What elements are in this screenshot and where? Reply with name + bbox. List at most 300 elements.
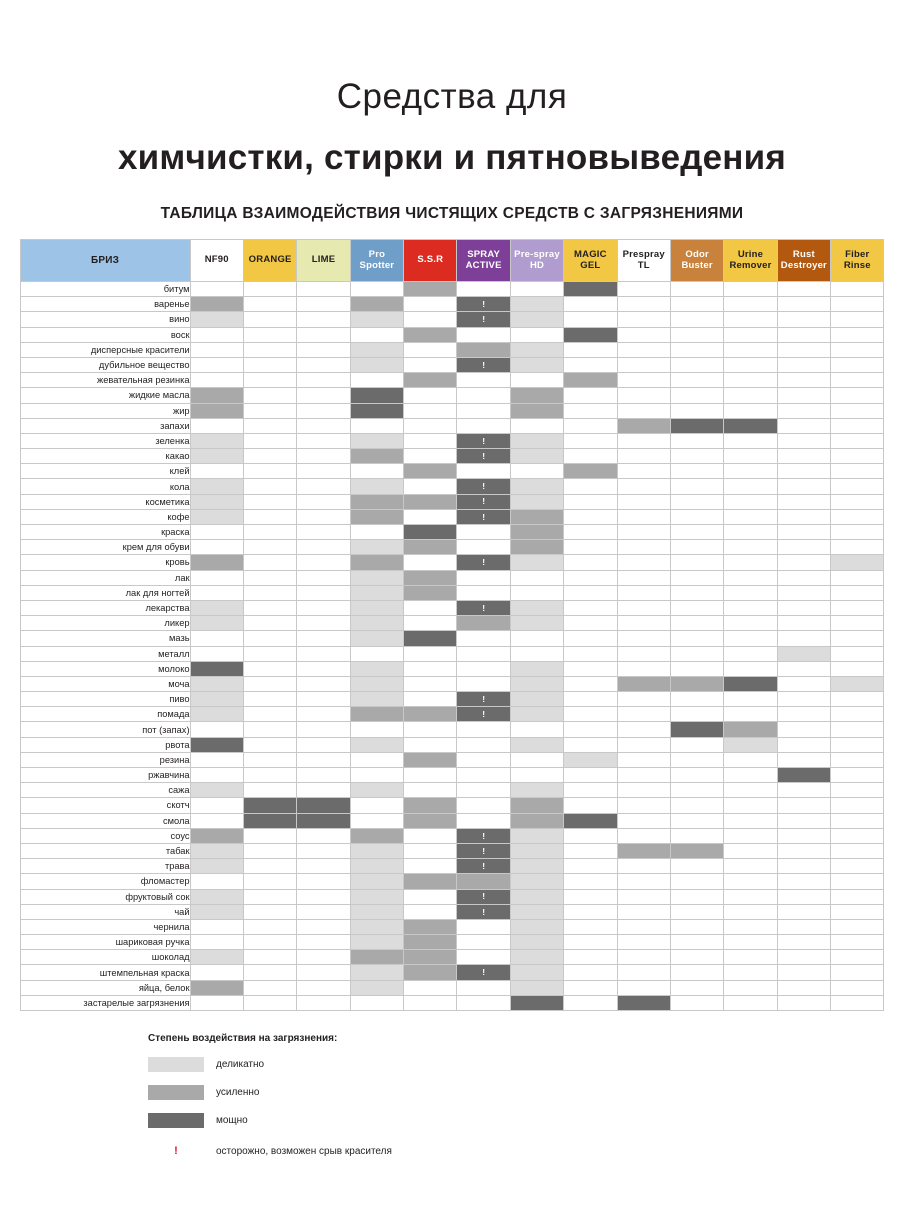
table-row bbox=[20, 342, 884, 357]
matrix-cell bbox=[617, 950, 670, 965]
matrix-cell bbox=[457, 889, 510, 904]
matrix-cell bbox=[564, 676, 617, 691]
matrix-cell bbox=[297, 357, 350, 372]
matrix-cell bbox=[724, 889, 777, 904]
matrix-cell bbox=[350, 449, 403, 464]
matrix-cell bbox=[831, 479, 884, 494]
matrix-cell bbox=[617, 403, 670, 418]
interaction-matrix-table bbox=[20, 239, 885, 1011]
row-header-label: чернила bbox=[20, 919, 190, 934]
matrix-cell bbox=[564, 707, 617, 722]
matrix-cell bbox=[190, 479, 243, 494]
matrix-cell bbox=[297, 570, 350, 585]
matrix-cell bbox=[404, 828, 457, 843]
matrix-cell bbox=[510, 540, 563, 555]
matrix-cell bbox=[350, 327, 403, 342]
matrix-cell bbox=[564, 980, 617, 995]
matrix-cell bbox=[510, 661, 563, 676]
table-row bbox=[20, 768, 884, 783]
matrix-cell bbox=[831, 585, 884, 600]
matrix-cell bbox=[564, 646, 617, 661]
matrix-cell bbox=[831, 783, 884, 798]
row-header-label: пот (запах) bbox=[20, 722, 190, 737]
matrix-cell bbox=[510, 965, 563, 980]
row-header-label: запахи bbox=[20, 418, 190, 433]
matrix-cell bbox=[831, 707, 884, 722]
matrix-cell bbox=[190, 357, 243, 372]
matrix-cell bbox=[297, 707, 350, 722]
matrix-cell bbox=[670, 965, 723, 980]
matrix-cell bbox=[724, 570, 777, 585]
matrix-cell bbox=[190, 297, 243, 312]
matrix-cell bbox=[404, 600, 457, 615]
matrix-cell bbox=[297, 692, 350, 707]
matrix-cell bbox=[243, 418, 296, 433]
matrix-cell bbox=[670, 585, 723, 600]
matrix-cell bbox=[670, 813, 723, 828]
matrix-cell bbox=[777, 555, 830, 570]
matrix-cell bbox=[510, 874, 563, 889]
table-row bbox=[20, 935, 884, 950]
column-header-3: LIME bbox=[297, 240, 350, 282]
matrix-cell bbox=[831, 722, 884, 737]
warning-icon: ! bbox=[482, 845, 486, 856]
matrix-cell bbox=[564, 357, 617, 372]
matrix-cell bbox=[297, 464, 350, 479]
matrix-cell bbox=[297, 282, 350, 297]
matrix-cell bbox=[350, 464, 403, 479]
matrix-cell bbox=[457, 783, 510, 798]
matrix-cell bbox=[724, 813, 777, 828]
row-header-label: яйца, белок bbox=[20, 980, 190, 995]
matrix-cell bbox=[777, 752, 830, 767]
table-row bbox=[20, 616, 884, 631]
matrix-cell bbox=[724, 965, 777, 980]
table-row bbox=[20, 509, 884, 524]
matrix-cell bbox=[670, 282, 723, 297]
table-row bbox=[20, 449, 884, 464]
matrix-cell bbox=[564, 722, 617, 737]
matrix-cell bbox=[724, 479, 777, 494]
matrix-cell bbox=[190, 661, 243, 676]
matrix-cell bbox=[510, 509, 563, 524]
matrix-cell bbox=[777, 737, 830, 752]
matrix-cell bbox=[564, 616, 617, 631]
matrix-cell bbox=[777, 889, 830, 904]
row-header-label: металл bbox=[20, 646, 190, 661]
matrix-cell bbox=[777, 282, 830, 297]
matrix-cell bbox=[724, 904, 777, 919]
matrix-cell bbox=[243, 965, 296, 980]
matrix-cell bbox=[670, 373, 723, 388]
warning-icon: ! bbox=[482, 860, 486, 871]
matrix-cell bbox=[670, 540, 723, 555]
matrix-cell bbox=[297, 889, 350, 904]
matrix-cell bbox=[350, 965, 403, 980]
matrix-cell bbox=[617, 707, 670, 722]
matrix-cell bbox=[777, 464, 830, 479]
warning-icon: ! bbox=[482, 602, 486, 613]
matrix-corner-cell: БРИЗ bbox=[20, 240, 190, 282]
matrix-cell bbox=[297, 327, 350, 342]
row-header-label: смола bbox=[20, 813, 190, 828]
matrix-cell bbox=[670, 464, 723, 479]
matrix-cell bbox=[670, 843, 723, 858]
row-header-label: жидкие масла bbox=[20, 388, 190, 403]
table-row bbox=[20, 874, 884, 889]
matrix-cell bbox=[724, 449, 777, 464]
matrix-cell bbox=[190, 980, 243, 995]
legend-label: деликатно bbox=[216, 1059, 265, 1070]
matrix-cell bbox=[457, 570, 510, 585]
matrix-cell bbox=[350, 919, 403, 934]
warning-icon: ! bbox=[482, 299, 486, 310]
matrix-cell bbox=[831, 464, 884, 479]
warning-icon: ! bbox=[482, 481, 486, 492]
matrix-cell bbox=[831, 950, 884, 965]
matrix-cell bbox=[617, 843, 670, 858]
matrix-cell bbox=[510, 479, 563, 494]
matrix-cell bbox=[243, 707, 296, 722]
row-header-label: кола bbox=[20, 479, 190, 494]
table-row bbox=[20, 859, 884, 874]
matrix-cell bbox=[617, 646, 670, 661]
matrix-cell bbox=[350, 433, 403, 448]
matrix-cell bbox=[190, 813, 243, 828]
matrix-cell bbox=[724, 661, 777, 676]
matrix-cell bbox=[724, 798, 777, 813]
matrix-cell bbox=[404, 616, 457, 631]
matrix-cell bbox=[350, 995, 403, 1010]
matrix-cell bbox=[350, 570, 403, 585]
legend-item bbox=[148, 1057, 904, 1072]
matrix-cell bbox=[350, 418, 403, 433]
matrix-cell bbox=[510, 433, 563, 448]
matrix-cell bbox=[510, 403, 563, 418]
matrix-cell bbox=[190, 737, 243, 752]
matrix-cell bbox=[510, 342, 563, 357]
matrix-cell bbox=[404, 783, 457, 798]
matrix-cell bbox=[831, 373, 884, 388]
matrix-cell bbox=[190, 889, 243, 904]
matrix-cell bbox=[190, 433, 243, 448]
matrix-cell bbox=[617, 692, 670, 707]
matrix-cell bbox=[404, 995, 457, 1010]
matrix-cell bbox=[297, 843, 350, 858]
matrix-cell bbox=[297, 722, 350, 737]
matrix-cell bbox=[670, 980, 723, 995]
matrix-cell bbox=[617, 752, 670, 767]
matrix-cell bbox=[564, 600, 617, 615]
matrix-cell bbox=[297, 661, 350, 676]
matrix-cell bbox=[297, 798, 350, 813]
matrix-cell bbox=[350, 843, 403, 858]
matrix-cell bbox=[510, 707, 563, 722]
matrix-cell bbox=[617, 889, 670, 904]
row-header-label: клей bbox=[20, 464, 190, 479]
matrix-cell bbox=[831, 646, 884, 661]
matrix-cell bbox=[670, 995, 723, 1010]
row-header-label: трава bbox=[20, 859, 190, 874]
matrix-cell bbox=[724, 935, 777, 950]
matrix-cell bbox=[404, 798, 457, 813]
matrix-cell bbox=[670, 798, 723, 813]
matrix-cell bbox=[350, 828, 403, 843]
matrix-cell bbox=[670, 312, 723, 327]
matrix-cell bbox=[190, 388, 243, 403]
matrix-cell bbox=[777, 768, 830, 783]
column-header-2: ORANGE bbox=[243, 240, 296, 282]
matrix-cell bbox=[617, 509, 670, 524]
matrix-cell bbox=[617, 570, 670, 585]
matrix-cell bbox=[510, 555, 563, 570]
matrix-cell bbox=[831, 494, 884, 509]
matrix-cell bbox=[564, 464, 617, 479]
matrix-cell bbox=[297, 373, 350, 388]
matrix-cell bbox=[670, 433, 723, 448]
matrix-cell bbox=[457, 676, 510, 691]
matrix-cell bbox=[777, 965, 830, 980]
matrix-cell bbox=[777, 342, 830, 357]
matrix-cell bbox=[404, 813, 457, 828]
matrix-cell bbox=[243, 525, 296, 540]
matrix-cell bbox=[404, 676, 457, 691]
matrix-cell bbox=[404, 433, 457, 448]
matrix-cell bbox=[777, 373, 830, 388]
matrix-cell bbox=[404, 889, 457, 904]
warning-icon: ! bbox=[482, 967, 486, 978]
warning-icon: ! bbox=[482, 891, 486, 902]
matrix-cell bbox=[724, 342, 777, 357]
matrix-cell bbox=[190, 494, 243, 509]
table-row bbox=[20, 889, 884, 904]
matrix-cell bbox=[777, 600, 830, 615]
matrix-cell bbox=[670, 418, 723, 433]
matrix-cell bbox=[350, 935, 403, 950]
matrix-cell bbox=[617, 995, 670, 1010]
matrix-cell bbox=[617, 342, 670, 357]
matrix-cell bbox=[457, 464, 510, 479]
matrix-cell bbox=[457, 342, 510, 357]
matrix-cell bbox=[564, 282, 617, 297]
matrix-cell bbox=[617, 631, 670, 646]
matrix-cell bbox=[617, 919, 670, 934]
matrix-cell bbox=[564, 889, 617, 904]
matrix-cell bbox=[457, 616, 510, 631]
matrix-cell bbox=[564, 555, 617, 570]
matrix-cell bbox=[777, 692, 830, 707]
matrix-cell bbox=[724, 980, 777, 995]
matrix-cell bbox=[350, 707, 403, 722]
matrix-cell bbox=[350, 631, 403, 646]
matrix-cell bbox=[350, 737, 403, 752]
matrix-cell bbox=[831, 631, 884, 646]
row-header-label: скотч bbox=[20, 798, 190, 813]
matrix-cell bbox=[831, 676, 884, 691]
matrix-cell bbox=[243, 327, 296, 342]
matrix-cell bbox=[564, 828, 617, 843]
matrix-cell bbox=[190, 798, 243, 813]
matrix-cell bbox=[457, 388, 510, 403]
matrix-cell bbox=[297, 403, 350, 418]
matrix-cell bbox=[243, 312, 296, 327]
matrix-cell bbox=[777, 570, 830, 585]
matrix-cell bbox=[617, 418, 670, 433]
matrix-cell bbox=[350, 752, 403, 767]
matrix-cell bbox=[831, 752, 884, 767]
matrix-cell bbox=[564, 433, 617, 448]
matrix-cell bbox=[243, 676, 296, 691]
matrix-cell bbox=[777, 312, 830, 327]
matrix-cell bbox=[831, 282, 884, 297]
matrix-cell bbox=[243, 935, 296, 950]
matrix-cell bbox=[510, 494, 563, 509]
matrix-header bbox=[20, 240, 884, 282]
matrix-cell bbox=[297, 555, 350, 570]
matrix-cell bbox=[243, 494, 296, 509]
legend-warning-label: осторожно, возможен срыв красителя bbox=[216, 1145, 392, 1157]
matrix-cell bbox=[831, 509, 884, 524]
matrix-cell bbox=[831, 843, 884, 858]
matrix-cell bbox=[457, 904, 510, 919]
matrix-cell bbox=[777, 509, 830, 524]
matrix-cell bbox=[564, 388, 617, 403]
matrix-cell bbox=[350, 980, 403, 995]
matrix-cell bbox=[617, 676, 670, 691]
matrix-cell bbox=[297, 479, 350, 494]
table-row bbox=[20, 707, 884, 722]
warning-icon: ! bbox=[482, 435, 486, 446]
matrix-cell bbox=[831, 418, 884, 433]
matrix-cell bbox=[243, 357, 296, 372]
matrix-cell bbox=[350, 722, 403, 737]
matrix-cell bbox=[404, 555, 457, 570]
matrix-cell bbox=[404, 525, 457, 540]
matrix-cell bbox=[564, 631, 617, 646]
matrix-cell bbox=[297, 752, 350, 767]
matrix-cell bbox=[670, 859, 723, 874]
matrix-cell bbox=[831, 342, 884, 357]
matrix-cell bbox=[831, 661, 884, 676]
row-header-label: кофе bbox=[20, 509, 190, 524]
matrix-cell bbox=[457, 661, 510, 676]
row-header-label: фломастер bbox=[20, 874, 190, 889]
matrix-cell bbox=[190, 540, 243, 555]
matrix-cell bbox=[564, 752, 617, 767]
matrix-cell bbox=[564, 540, 617, 555]
matrix-cell bbox=[404, 418, 457, 433]
matrix-cell bbox=[190, 646, 243, 661]
matrix-cell bbox=[350, 768, 403, 783]
matrix-cell bbox=[243, 904, 296, 919]
matrix-cell bbox=[457, 403, 510, 418]
page-title-line1: Средства для bbox=[336, 77, 568, 116]
matrix-cell bbox=[617, 616, 670, 631]
row-header-label: кровь bbox=[20, 555, 190, 570]
matrix-cell bbox=[724, 327, 777, 342]
table-row bbox=[20, 494, 884, 509]
row-header-label: застарелые загрязнения bbox=[20, 995, 190, 1010]
matrix-cell bbox=[457, 752, 510, 767]
column-header-7: Pre-spray HD bbox=[510, 240, 563, 282]
matrix-cell bbox=[724, 692, 777, 707]
row-header-label: мазь bbox=[20, 631, 190, 646]
row-header-label: штемпельная краска bbox=[20, 965, 190, 980]
matrix-cell bbox=[243, 600, 296, 615]
matrix-cell bbox=[404, 373, 457, 388]
matrix-cell bbox=[724, 859, 777, 874]
column-header-13: Fiber Rinse bbox=[831, 240, 884, 282]
table-row bbox=[20, 646, 884, 661]
row-header-label: жевательная резинка bbox=[20, 373, 190, 388]
column-header-11: Urine Remover bbox=[724, 240, 777, 282]
matrix-cell bbox=[190, 707, 243, 722]
matrix-cell bbox=[297, 995, 350, 1010]
table-row bbox=[20, 585, 884, 600]
matrix-cell bbox=[831, 357, 884, 372]
matrix-cell bbox=[190, 768, 243, 783]
matrix-cell bbox=[777, 980, 830, 995]
matrix-cell bbox=[404, 449, 457, 464]
matrix-cell bbox=[350, 676, 403, 691]
matrix-cell bbox=[617, 722, 670, 737]
matrix-cell bbox=[670, 737, 723, 752]
matrix-cell bbox=[564, 570, 617, 585]
matrix-cell bbox=[670, 828, 723, 843]
row-header-label: шоколад bbox=[20, 950, 190, 965]
matrix-cell bbox=[350, 616, 403, 631]
matrix-cell bbox=[243, 737, 296, 752]
matrix-cell bbox=[724, 768, 777, 783]
matrix-cell bbox=[297, 418, 350, 433]
matrix-cell bbox=[670, 600, 723, 615]
matrix-cell bbox=[190, 509, 243, 524]
matrix-cell bbox=[190, 692, 243, 707]
matrix-cell bbox=[297, 616, 350, 631]
matrix-cell bbox=[243, 813, 296, 828]
matrix-cell bbox=[190, 874, 243, 889]
row-header-label: лекарства bbox=[20, 600, 190, 615]
matrix-cell bbox=[724, 676, 777, 691]
matrix-cell bbox=[457, 646, 510, 661]
matrix-cell bbox=[777, 327, 830, 342]
matrix-cell bbox=[510, 798, 563, 813]
matrix-cell bbox=[670, 631, 723, 646]
warning-icon: ! bbox=[482, 906, 486, 917]
matrix-cell bbox=[831, 449, 884, 464]
matrix-cell bbox=[777, 995, 830, 1010]
matrix-cell bbox=[457, 692, 510, 707]
matrix-cell bbox=[510, 600, 563, 615]
matrix-cell bbox=[777, 722, 830, 737]
matrix-cell bbox=[510, 752, 563, 767]
matrix-cell bbox=[404, 859, 457, 874]
column-header-6: SPRAY ACTIVE bbox=[457, 240, 510, 282]
matrix-cell bbox=[510, 889, 563, 904]
page-subtitle: ТАБЛИЦА ВЗАИМОДЕЙСТВИЯ ЧИСТЯЩИХ СРЕДСТВ С ЗАГРЯЗНЕНИЯМИ bbox=[160, 205, 744, 222]
matrix-cell bbox=[831, 798, 884, 813]
matrix-cell bbox=[350, 600, 403, 615]
matrix-cell bbox=[457, 813, 510, 828]
matrix-cell bbox=[670, 494, 723, 509]
matrix-cell bbox=[777, 433, 830, 448]
matrix-cell bbox=[297, 935, 350, 950]
matrix-cell bbox=[190, 676, 243, 691]
warning-icon: ! bbox=[482, 693, 486, 704]
matrix-cell bbox=[350, 783, 403, 798]
matrix-cell bbox=[564, 843, 617, 858]
matrix-cell bbox=[724, 737, 777, 752]
